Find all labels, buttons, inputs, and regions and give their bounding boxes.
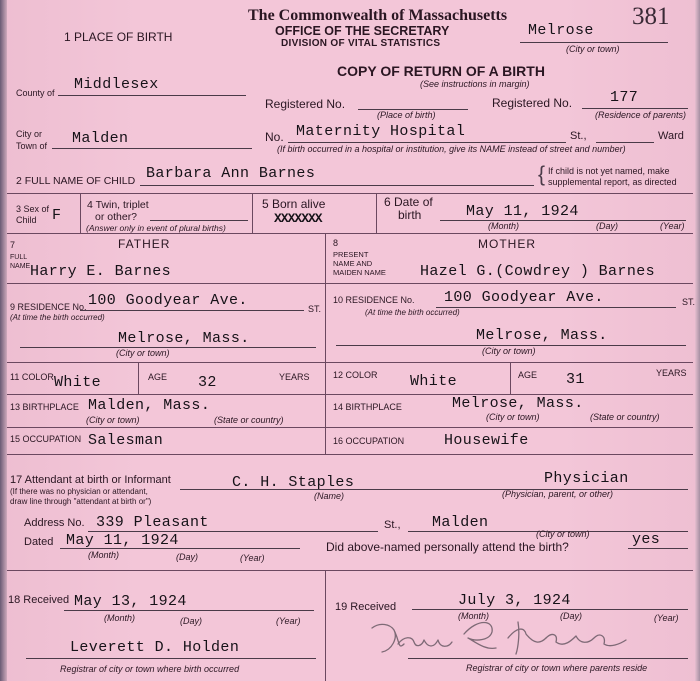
hospital-caption: (If birth occurred in a hospital or institution, give its NAME instead of street and number)	[277, 144, 626, 154]
received-18-year-caption: (Year)	[276, 616, 301, 626]
attendant-name-caption: (Name)	[314, 491, 345, 501]
mother-residence-caption: (At time the birth occurred)	[365, 308, 460, 317]
registered-residence-label: Registered No.	[492, 96, 573, 110]
birth-town-caption: (City or town)	[566, 44, 620, 54]
header-division: DIVISION OF VITAL STATISTICS	[281, 38, 441, 49]
city-label-1: City or	[16, 129, 43, 139]
attendant-city-caption: (City or town)	[536, 529, 590, 539]
mother-age-label: AGE	[518, 370, 538, 380]
registrar-19-caption: Registrar of city or town where parents reside	[466, 663, 648, 673]
father-name-value: Harry E. Barnes	[30, 263, 172, 280]
date-of-birth-label-2: birth	[398, 208, 422, 222]
father-city-caption: (City or town)	[116, 348, 170, 358]
father-color-label: 11 COLOR	[10, 372, 54, 382]
father-full-label-1: FULL	[10, 254, 28, 261]
father-occupation-label: 15 OCCUPATION	[10, 434, 82, 444]
date-of-birth-label-1: 6 Date of	[384, 195, 433, 209]
father-birthplace-value: Malden, Mass.	[88, 397, 211, 414]
registrar-19-signature	[368, 611, 658, 660]
mother-present-label-2: NAME AND	[333, 259, 373, 268]
mother-residence-label: 10 RESIDENCE No.	[333, 295, 415, 305]
registrar-18-caption: Registrar of city or town where birth occurred	[60, 664, 240, 674]
attendant-year-caption: (Year)	[240, 553, 265, 563]
father-age-value: 32	[198, 374, 217, 391]
father-full-label-2: NAME	[10, 263, 31, 270]
paper-edge-right	[695, 0, 700, 681]
father-years-label: YEARS	[279, 372, 310, 382]
mother-present-label-3: MAIDEN NAME	[333, 268, 386, 277]
city-label-2: Town of	[16, 141, 48, 151]
mother-title: MOTHER	[478, 237, 536, 251]
attendant-city-value: Malden	[432, 514, 489, 531]
received-18-value: May 13, 1924	[74, 593, 187, 610]
child-note-2: supplemental report, as directed	[548, 177, 677, 187]
received-18-month-caption: (Month)	[104, 613, 136, 623]
born-alive-label: 5 Born alive	[262, 197, 326, 211]
mother-birthplace-label: 14 BIRTHPLACE	[333, 402, 402, 412]
child-name-value: Barbara Ann Barnes	[146, 165, 316, 182]
mother-occupation-label: 16 OCCUPATION	[333, 436, 405, 446]
registered-place-caption: (Place of birth)	[377, 110, 436, 120]
stamp-number: 381	[632, 3, 670, 30]
child-note-1: If child is not yet named, make	[548, 166, 670, 176]
father-birthplace-caption-2: (State or country)	[214, 415, 284, 425]
father-residence-value: 100 Goodyear Ave.	[88, 292, 248, 309]
attendant-st-label: St.,	[384, 519, 401, 531]
attendant-address-label: Address No.	[24, 517, 85, 529]
mother-st-label: ST.	[682, 297, 696, 307]
mother-color-value: White	[410, 373, 458, 390]
mother-birthplace-value: Melrose, Mass.	[452, 395, 584, 412]
place-of-birth-label: 1 PLACE OF BIRTH	[64, 30, 173, 44]
child-name-label: 2 FULL NAME OF CHILD	[16, 175, 136, 187]
mother-birthplace-caption-1: (City or town)	[486, 412, 540, 422]
received-19-year-caption: (Year)	[654, 613, 679, 623]
hospital-no-label: No.	[265, 130, 284, 144]
received-18-label: 18 Received	[8, 594, 70, 606]
registered-residence-caption: (Residence of parents)	[595, 110, 687, 120]
received-19-month-caption: (Month)	[458, 611, 490, 621]
mother-name-value: Hazel G.(Cowdrey ) Barnes	[420, 263, 656, 280]
mother-years-label: YEARS	[656, 368, 687, 378]
header-office: OFFICE OF THE SECRETARY	[275, 24, 450, 38]
sex-label-2: Child	[16, 215, 37, 225]
paper-edge-left	[0, 0, 7, 681]
attendant-answer: yes	[632, 531, 661, 548]
twin-caption: (Answer only in event of plural births)	[86, 223, 226, 233]
attendant-day-caption: (Day)	[176, 552, 198, 562]
county-label: County of	[16, 88, 55, 98]
dob-year-caption: (Year)	[660, 221, 685, 231]
father-birthplace-label: 13 BIRTHPLACE	[10, 402, 79, 412]
received-18-day-caption: (Day)	[180, 616, 202, 626]
birth-city-value: Malden	[72, 130, 129, 147]
attendant-name-value: C. H. Staples	[232, 474, 355, 491]
mother-city-value: Melrose, Mass.	[476, 327, 608, 344]
attendant-question: Did above-named personally attend the birth?	[326, 540, 569, 554]
birth-town-value: Melrose	[528, 22, 594, 39]
instructions-note: (See instructions in margin)	[420, 79, 530, 89]
hospital-value: Maternity Hospital	[296, 123, 466, 140]
date-of-birth-value: May 11, 1924	[466, 203, 579, 220]
attendant-dated-label: Dated	[24, 536, 54, 548]
mother-present-label-1: PRESENT	[333, 250, 369, 259]
father-occupation-value: Salesman	[88, 432, 164, 449]
sex-value: F	[52, 207, 62, 224]
header-commonwealth: The Commonwealth of Massachusetts	[248, 7, 508, 24]
dob-day-caption: (Day)	[596, 221, 618, 231]
mother-age-value: 31	[566, 371, 585, 388]
received-19-value: July 3, 1924	[458, 592, 571, 609]
registered-place-label: Registered No.	[265, 97, 346, 111]
sex-label-1: 3 Sex of	[16, 204, 50, 214]
father-st-label: ST.	[308, 304, 322, 314]
father-title: FATHER	[118, 237, 171, 251]
registered-residence-value: 177	[610, 89, 639, 106]
born-alive-strike: XXXXXXX	[274, 211, 322, 226]
document-title: COPY OF RETURN OF A BIRTH	[337, 63, 545, 79]
mother-city-caption: (City or town)	[482, 346, 536, 356]
received-19-day-caption: (Day)	[560, 611, 582, 621]
attendant-month-caption: (Month)	[88, 550, 120, 560]
father-city-value: Melrose, Mass.	[118, 330, 250, 347]
mother-occupation-value: Housewife	[444, 432, 529, 449]
mother-num: 8	[333, 238, 339, 248]
mother-residence-value: 100 Goodyear Ave.	[444, 289, 604, 306]
registrar-18-value: Leverett D. Holden	[70, 639, 240, 656]
hospital-ward-label: Ward	[658, 130, 684, 142]
father-num: 7	[10, 240, 16, 250]
attendant-address-value: 339 Pleasant	[96, 514, 209, 531]
child-note-brace: {	[538, 163, 546, 186]
attendant-title-value: Physician	[544, 470, 629, 487]
twin-label-2: or other?	[95, 211, 138, 223]
mother-birthplace-caption-2: (State or country)	[590, 412, 660, 422]
hospital-st-label: St.,	[570, 130, 587, 142]
attendant-note-1: (If there was no physician or attendant,	[10, 487, 148, 496]
received-19-label: 19 Received	[335, 601, 397, 613]
father-residence-label: 9 RESIDENCE No.	[10, 302, 87, 312]
twin-label-1: 4 Twin, triplet	[87, 199, 149, 211]
father-birthplace-caption-1: (City or town)	[86, 415, 140, 425]
father-age-label: AGE	[148, 372, 168, 382]
dob-month-caption: (Month)	[488, 221, 520, 231]
father-residence-caption: (At time the birth occurred)	[10, 313, 105, 322]
father-color-value: White	[54, 374, 102, 391]
attendant-dated-value: May 11, 1924	[66, 532, 179, 549]
attendant-note-2: draw line through "attendant at birth or")	[10, 497, 152, 506]
mother-color-label: 12 COLOR	[333, 370, 378, 380]
county-value: Middlesex	[74, 76, 159, 93]
attendant-title-caption: (Physician, parent, or other)	[502, 489, 614, 499]
attendant-label: 17 Attendant at birth or Informant	[10, 474, 171, 486]
